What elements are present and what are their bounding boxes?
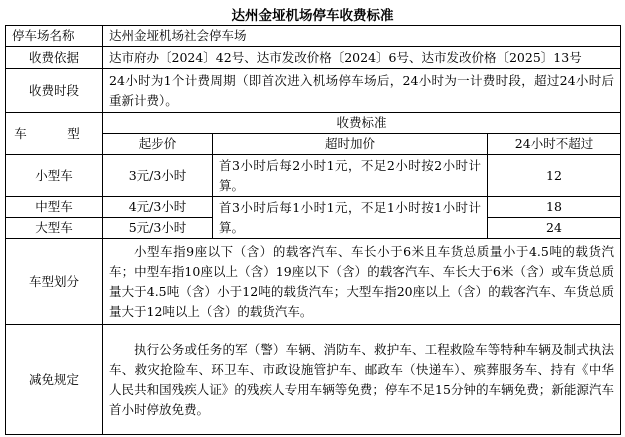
row-medium-vehicle <box>6 197 621 218</box>
start-price-large: 5元/3小时 <box>103 218 213 239</box>
label-classification: 车型划分 <box>6 239 103 325</box>
label-parking-name: 停车场名称 <box>6 26 103 47</box>
vehicle-type-medium: 中型车 <box>6 197 103 218</box>
row-fee-header <box>6 113 621 134</box>
header-start-price: 起步价 <box>103 134 213 155</box>
header-daily-cap: 24小时不超过 <box>488 134 621 155</box>
daily-cap-small: 12 <box>488 155 621 197</box>
start-price-small: 3元/3小时 <box>103 155 213 197</box>
overtime-small: 首3小时后每2小时1元，不足2小时按2小时计算。 <box>213 155 488 197</box>
row-basis <box>6 47 621 69</box>
row-exemption <box>6 325 621 435</box>
label-vehicle-type: 车 型 <box>6 113 103 155</box>
daily-cap-medium: 18 <box>488 197 621 218</box>
value-basis: 达市府办〔2024〕42号、达市发改价格〔2024〕6号、达市发改价格〔2025〕13号 <box>103 47 621 69</box>
label-basis: 收费依据 <box>6 47 103 69</box>
start-price-medium: 4元/3小时 <box>103 197 213 218</box>
row-parking-name <box>6 26 621 47</box>
daily-cap-large: 24 <box>488 218 621 239</box>
overtime-medium-large: 首3小时后每1小时1元，不足1小时按1小时计算。 <box>213 197 488 239</box>
label-period: 收费时段 <box>6 69 103 113</box>
header-fee-standard: 收费标准 <box>103 113 621 134</box>
label-exemption: 减免规定 <box>6 325 103 435</box>
vehicle-type-large: 大型车 <box>6 218 103 239</box>
vehicle-type-small: 小型车 <box>6 155 103 197</box>
row-classification <box>6 239 621 325</box>
row-period <box>6 69 621 113</box>
text-exemption: 执行公务或任务的军（警）车辆、消防车、救护车、工程救险车等特种车辆及制式执法车、救灾抢险车、环卫车、市政设施管护车、邮政车（快递车）、殡葬服务车、持有《中华人民共和国残疾人证》的残疾人专用车辆等免费；停车不足15分钟的车辆免费；新能源汽车首小时停放免费。 <box>103 325 621 435</box>
fee-table <box>5 25 621 435</box>
value-parking-name: 达州金垭机场社会停车场 <box>103 26 621 47</box>
text-classification: 小型车指9座以下（含）的载客汽车、车长小于6米且车货总质量小于4.5吨的载货汽车；中型车指10座以上（含）19座以下（含）的载客汽车、车长大于6米（含）或车货总质量大于4.5吨（含）小于12吨的载货汽车；大型车指20座以上（含）的载客汽车、车货总质量大于12吨以上（含）的载货汽车。 <box>103 239 621 325</box>
header-overtime: 超时加价 <box>213 134 488 155</box>
page-title: 达州金垭机场停车收费标准 <box>231 8 394 24</box>
value-period: 24小时为1个计费周期（即首次进入机场停车场后，24小时为一计费时段，超过24小时后重新计费）。 <box>103 69 621 113</box>
row-small-vehicle <box>6 155 621 197</box>
